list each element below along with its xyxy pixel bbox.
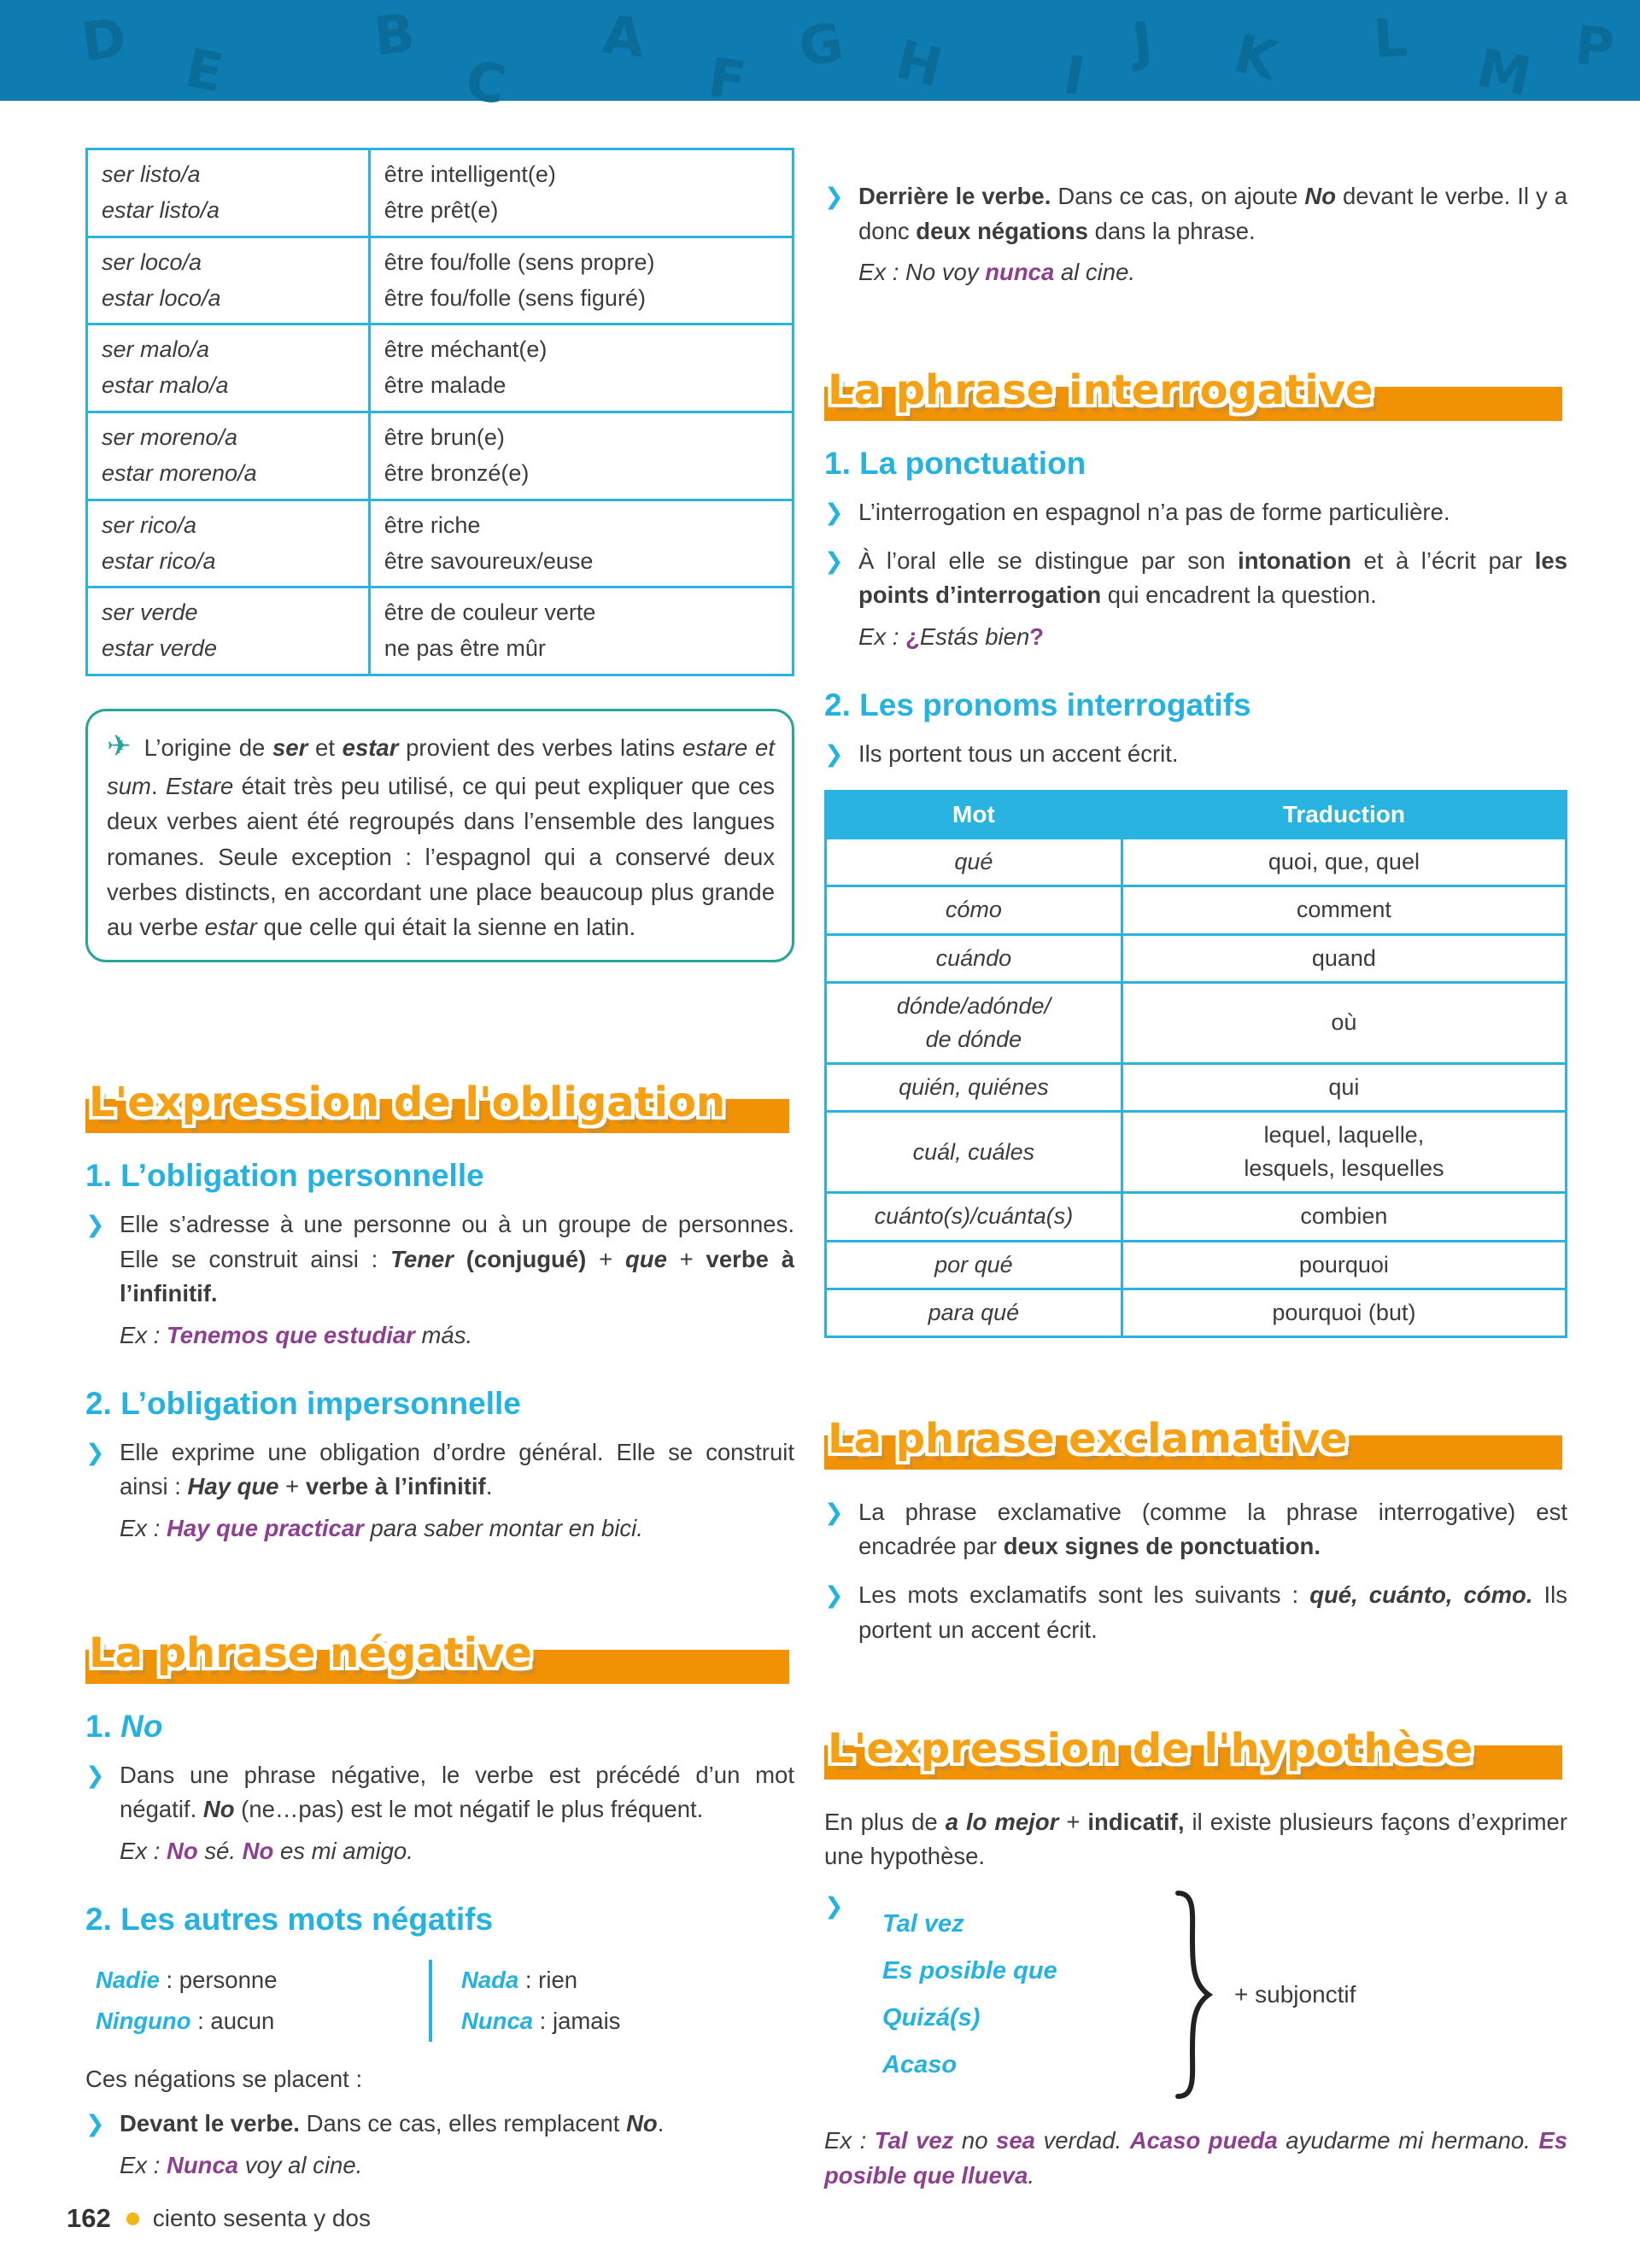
band-letter: G <box>794 10 848 79</box>
negative-word-item: Nadie : personne <box>96 1966 278 1993</box>
subhead-pronoms-interrogatifs: 2. Les pronoms interrogatifs <box>824 687 1251 722</box>
text-run: Nunca <box>167 2151 239 2178</box>
text-run: ¿ <box>905 623 920 650</box>
text-run: es mi amigo. <box>273 1838 413 1864</box>
column-header-mot: Mot <box>826 792 1122 839</box>
text-run: Tener <box>390 1245 454 1272</box>
section-title-negative: La phrase négative <box>89 1628 532 1677</box>
exclamative-text-2 <box>824 1578 1567 1647</box>
text-run: Ex : <box>120 1515 167 1542</box>
text-run: Ils portent tous un accent écrit. <box>858 739 1179 767</box>
table-cell: être intelligent(e) être prêt(e) <box>369 149 793 237</box>
negative-derriere-example <box>824 255 1567 289</box>
text-run: Hay que practicar <box>167 1515 364 1542</box>
text-run: . <box>485 1473 493 1500</box>
table-cell: quién, quiénes <box>826 1063 1122 1111</box>
band-letter: M <box>1472 36 1537 108</box>
text-run: L’origine de <box>144 734 273 762</box>
table-row <box>87 324 794 412</box>
hypothesis-item: Acaso <box>882 2051 958 2079</box>
footer-dot-icon <box>126 2212 139 2225</box>
info-box <box>85 709 794 962</box>
section-banner-interrogative <box>824 339 1567 421</box>
text-run: Es posible que llueva <box>824 2126 1567 2189</box>
table-cell: pourquoi (but) <box>1122 1289 1566 1336</box>
text-run: Estare <box>165 773 234 800</box>
text-run: Dans ce cas, on ajoute <box>1051 183 1305 209</box>
table-cell: para qué <box>826 1289 1122 1336</box>
text-run: . <box>657 2109 665 2136</box>
text-run: qué, cuánto, cómo. <box>1309 1581 1533 1609</box>
text-run: qui encadrent la question. <box>1101 582 1377 609</box>
obligation-personnelle-text <box>85 1207 794 1312</box>
table-cell: comment <box>1122 886 1566 934</box>
plane-icon: ✈ <box>107 730 132 763</box>
hypothese-brace-label: + subjonctif <box>1234 1980 1356 2008</box>
text-run: ayudarme mi hermano. <box>1277 2126 1539 2154</box>
text-run: 1. <box>85 1708 121 1744</box>
band-letter: F <box>705 45 750 113</box>
band-letter: J <box>1129 9 1156 74</box>
text-run: ? <box>1029 623 1045 650</box>
ponctuation-text-2 <box>824 544 1567 613</box>
text-run: + <box>1058 1808 1088 1835</box>
text-run: Elle exprime une obligation d’ordre général. Elle se construit ainsi : <box>120 1438 794 1500</box>
table-cell: ser loco/a estar loco/a <box>87 237 370 324</box>
table-row <box>826 934 1567 982</box>
table-cell: ser verde estar verde <box>87 587 370 675</box>
page-footer <box>67 2203 371 2234</box>
text-run: No <box>1304 183 1337 209</box>
alphabet-band <box>0 0 1640 117</box>
table-cell: cuándo <box>826 934 1122 982</box>
text-run: Devant le verbe. <box>120 2109 300 2136</box>
negative-words-list <box>85 1960 794 2042</box>
ponctuation-text-1 <box>824 495 1567 530</box>
hypothesis-item: Tal vez <box>882 1909 964 1938</box>
band-letter: K <box>1228 21 1284 92</box>
text-run: No <box>120 1708 163 1744</box>
text-run: Les mots exclamatifs sont les suivants : <box>858 1581 1310 1609</box>
brace-icon <box>1169 1888 1219 2101</box>
hypothese-constructions <box>824 1888 1567 2101</box>
table-row <box>826 1289 1567 1336</box>
ser-estar-table <box>85 148 794 676</box>
text-run: devant le verbe. Il y a donc <box>858 183 1567 244</box>
table-cell: quoi, que, quel <box>1122 839 1566 886</box>
text-run: L’interrogation en espagnol n’a pas de forme particulière. <box>858 498 1450 525</box>
bullet-chevron-icon: ❯ <box>824 499 844 526</box>
table-row <box>826 1112 1567 1193</box>
negative-devant-text <box>85 2107 794 2142</box>
text-run: À l’oral elle se distingue par son <box>858 547 1239 574</box>
text-run: provient des verbes latins <box>398 734 682 762</box>
band-letter: L <box>1371 5 1409 71</box>
text-run: sé. <box>197 1838 243 1864</box>
bullet-chevron-icon: ❯ <box>85 1439 105 1466</box>
negative-word-item: Nunca : jamais <box>461 2007 621 2034</box>
text-run: verbe à l’infinitif <box>305 1473 486 1500</box>
text-run: Acaso pueda <box>1129 2126 1278 2154</box>
text-run: et à l’écrit par <box>1351 547 1535 574</box>
bullet-chevron-icon: ❯ <box>824 1892 844 1920</box>
interrogative-table-body <box>826 839 1567 1337</box>
text-run: estar <box>204 914 257 941</box>
text-run: Derrière le verbe. <box>858 183 1051 209</box>
text-run: indicatif, <box>1087 1808 1185 1835</box>
band-letter: I <box>1058 43 1090 108</box>
page-columns <box>85 101 1567 2193</box>
band-letter: B <box>371 1 418 68</box>
bullet-chevron-icon: ❯ <box>85 1212 105 1239</box>
negative-derriere-text <box>824 179 1567 248</box>
right-column <box>824 101 1567 2193</box>
table-row <box>87 149 794 237</box>
text-run: ser <box>272 734 308 762</box>
band-letter: C <box>461 48 511 117</box>
ser-estar-table-body <box>87 149 794 675</box>
text-run: + <box>666 1245 706 1272</box>
text-run: no <box>953 2126 997 2154</box>
text-run: No <box>167 1838 198 1864</box>
table-row <box>826 1063 1567 1111</box>
text-run: que <box>624 1245 667 1272</box>
left-column <box>85 101 794 2193</box>
table-cell: ser moreno/a estar moreno/a <box>87 412 370 500</box>
info-box-text <box>107 734 775 940</box>
text-run: al cine. <box>1054 259 1136 286</box>
text-run: que celle qui était la sienne en latin. <box>256 914 636 941</box>
table-row <box>826 886 1567 934</box>
text-run: a lo mejor <box>945 1808 1059 1835</box>
page-number: 162 <box>67 2203 111 2233</box>
table-cell: être fou/folle (sens propre) être fou/folle (sens figuré) <box>369 237 793 324</box>
column-header-traduction: Traduction <box>1122 792 1566 839</box>
interrogative-table-header <box>826 792 1567 839</box>
table-row <box>87 412 794 500</box>
band-letter: P <box>1572 13 1618 80</box>
text-run: et <box>308 734 343 762</box>
table-cell: por qué <box>826 1241 1122 1289</box>
band-letter: H <box>890 27 949 100</box>
table-cell: ser malo/a estar malo/a <box>87 324 370 412</box>
table-cell: pourquoi <box>1122 1241 1566 1289</box>
hypothese-example <box>824 2124 1567 2193</box>
hypothesis-item: Es posible que <box>882 1956 1057 1984</box>
bullet-chevron-icon: ❯ <box>824 184 844 210</box>
negative-words-left <box>85 1960 429 2042</box>
text-run: nunca <box>985 259 1055 286</box>
text-run: Tal vez <box>874 2126 954 2154</box>
band-letter: A <box>600 3 647 70</box>
subhead-no <box>85 1710 794 1745</box>
text-run: Dans ce cas, elles remplacent <box>299 2109 627 2136</box>
table-row <box>826 982 1567 1063</box>
text-run: . <box>150 773 166 800</box>
table-cell: être méchant(e) être malade <box>369 324 793 412</box>
negations-placement-intro: Ces négations se placent : <box>85 2065 363 2092</box>
text-run <box>454 1246 466 1272</box>
text-run: (ne…pas) est le mot négatif le plus fréquent. <box>234 1796 704 1823</box>
bullet-chevron-icon: ❯ <box>824 740 844 768</box>
table-cell: combien <box>1122 1193 1566 1241</box>
negative-word-item: Nada : rien <box>461 1966 578 1993</box>
table-row <box>87 500 794 587</box>
table-cell: être de couleur verte ne pas être mûr <box>369 587 793 675</box>
table-row <box>826 1193 1567 1241</box>
text-run: deux signes de ponctuation. <box>1003 1533 1321 1560</box>
text-run: La phrase exclamative (comme la phrase interrogative) est encadrée par <box>858 1498 1567 1560</box>
interrogative-pronouns-table <box>824 790 1567 1338</box>
text-run: En plus de <box>824 1808 946 1835</box>
bullet-chevron-icon: ❯ <box>824 547 844 575</box>
section-title-interrogative: La phrase interrogative <box>828 366 1374 415</box>
ponctuation-example <box>824 620 1567 654</box>
text-run: Elle s’adresse à une personne ou à un groupe de personnes. Elle se construit ainsi : <box>120 1211 794 1272</box>
text-run: para saber montar en bici. <box>363 1515 643 1542</box>
section-banner-exclamative <box>824 1388 1567 1470</box>
negative-no-text <box>85 1758 794 1827</box>
text-run: Ex : <box>120 2151 167 2178</box>
table-cell: quand <box>1122 934 1566 982</box>
table-cell: être brun(e) être bronzé(e) <box>369 412 793 500</box>
text-run: Hay que <box>187 1473 279 1500</box>
table-cell: où <box>1122 982 1566 1063</box>
obligation-impersonnelle-text <box>85 1435 794 1505</box>
hypothese-items <box>858 1901 1164 2089</box>
text-run: était très peu utilisé, ce qui peut expliquer que ces deux verbes aient été regroupés dans l’ensemble des langues romanes. Seule exception : l’espagnol qui a conservé deux verbes distincts, en accordant une place beaucoup plus grande au verbe <box>107 773 775 941</box>
text-run: más. <box>414 1322 473 1349</box>
bullet-chevron-icon: ❯ <box>824 1582 844 1610</box>
text-run: Ex : <box>858 623 906 650</box>
text-run: estare et sum <box>107 734 775 800</box>
negative-word: Ninguno <box>96 2007 191 2034</box>
bullet-chevron-icon: ❯ <box>824 1499 844 1526</box>
pronoms-interrogatifs-text <box>824 737 1567 772</box>
text-run: sea <box>996 2126 1035 2154</box>
text-run: dans la phrase. <box>1087 217 1256 244</box>
subhead-ponctuation: 1. La ponctuation <box>824 446 1086 482</box>
text-run: No <box>242 1838 274 1864</box>
text-run: Estás bien <box>919 623 1030 650</box>
text-run: No <box>626 2109 658 2136</box>
section-banner-hypothese <box>824 1698 1567 1780</box>
negative-word: Nunca <box>461 2007 534 2034</box>
text-run: Ex : <box>824 2126 875 2154</box>
negative-devant-example <box>85 2148 794 2183</box>
table-cell: qué <box>826 839 1122 886</box>
text-run: Ils portent un accent écrit. <box>858 1581 1568 1643</box>
table-cell: lequel, laquelle, lesquels, lesquelles <box>1122 1112 1566 1193</box>
table-row <box>826 839 1567 886</box>
text-run: + <box>278 1473 306 1500</box>
table-cell: ser rico/a estar rico/a <box>87 500 370 587</box>
band-letter: D <box>78 5 131 74</box>
table-cell: cómo <box>826 886 1122 934</box>
table-row <box>826 1241 1567 1289</box>
subhead-autres-mots-negatifs: 2. Les autres mots négatifs <box>85 1901 494 1937</box>
text-run: il existe plusieurs façons d’exprimer une hypothèse. <box>824 1808 1567 1870</box>
text-run: + <box>586 1245 625 1272</box>
table-cell: cuánto(s)/cuánta(s) <box>826 1193 1122 1241</box>
table-cell: cuál, cuáles <box>826 1112 1122 1193</box>
text-run: Ex : <box>120 1838 167 1864</box>
table-row <box>87 587 794 675</box>
table-cell: être riche être savoureux/euse <box>369 500 793 587</box>
exclamative-text-1 <box>824 1495 1567 1564</box>
negative-word-item: Ninguno : aucun <box>96 2007 275 2034</box>
obligation-impersonnelle-example <box>85 1511 794 1546</box>
section-banner-negative <box>85 1602 794 1684</box>
subhead-obligation-impersonnelle: 2. L’obligation impersonnelle <box>85 1386 521 1421</box>
bullet-chevron-icon: ❯ <box>85 2110 105 2137</box>
negative-no-example <box>85 1834 794 1868</box>
text-run: Ex : <box>120 1322 167 1349</box>
text-run: . <box>1028 2161 1035 2189</box>
text-run: les points d’interrogation <box>858 547 1567 609</box>
text-run: verbe à l’infinitif. <box>120 1245 795 1307</box>
section-banner-obligation <box>85 1051 794 1133</box>
hypothesis-item: Quizá(s) <box>882 2003 981 2031</box>
table-cell: qui <box>1122 1063 1566 1111</box>
text-run: Tenemos que estudiar <box>167 1322 415 1349</box>
section-title-obligation: L'expression de l'obligation <box>89 1078 726 1127</box>
negative-word: Nada <box>461 1966 519 1993</box>
negative-words-right <box>429 1960 794 2042</box>
hypothese-intro <box>824 1805 1567 1874</box>
band-letter: E <box>179 36 229 105</box>
table-cell: ser listo/a estar listo/a <box>87 149 370 237</box>
text-run: Dans une phrase négative, le verbe est précédé d’un mot négatif. <box>120 1761 794 1823</box>
obligation-personnelle-example <box>85 1318 794 1353</box>
text-run: No <box>202 1796 235 1823</box>
section-title-exclamative: La phrase exclamative <box>828 1414 1348 1463</box>
section-title-hypothese: L'expression de l'hypothèse <box>828 1724 1473 1773</box>
table-cell: dónde/adónde/ de dónde <box>826 982 1122 1063</box>
table-row <box>87 237 794 324</box>
subhead-obligation-personnelle: 1. L’obligation personnelle <box>85 1158 484 1194</box>
text-run: Ex : <box>858 259 906 286</box>
text-run: No voy <box>905 259 986 286</box>
text-run: voy al cine. <box>238 2151 363 2178</box>
text-run: verdad. <box>1034 2126 1130 2154</box>
text-run: estar <box>342 734 399 762</box>
negative-word: Nadie <box>96 1966 160 1993</box>
bullet-chevron-icon: ❯ <box>85 1762 105 1789</box>
text-run: (conjugué) <box>466 1245 587 1272</box>
text-run: intonation <box>1238 547 1351 574</box>
folio-text: ciento sesenta y dos <box>152 2205 372 2231</box>
text-run: deux négations <box>916 217 1088 244</box>
